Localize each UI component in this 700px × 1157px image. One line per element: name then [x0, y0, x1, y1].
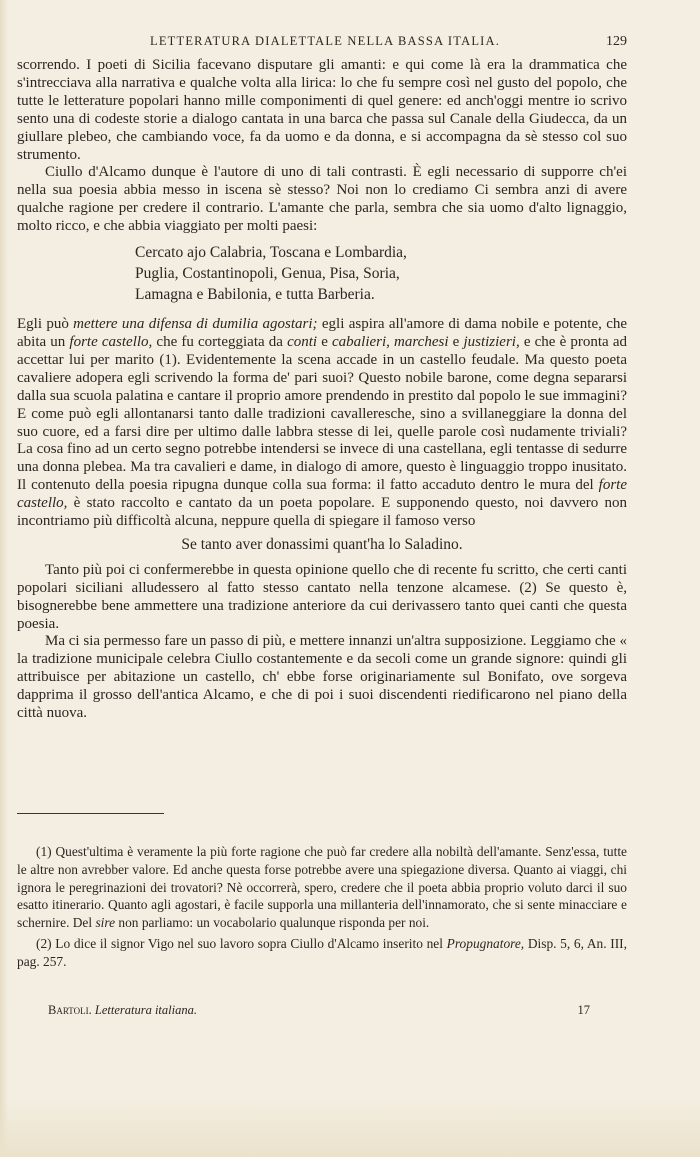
paragraph	[17, 57, 627, 164]
verse-line: Lamagna e Babilonia, e tutta Barberia.	[135, 286, 375, 304]
page-bottom-shadow	[0, 1097, 700, 1157]
signature-work: Letteratura italiana.	[94, 1003, 197, 1017]
italic-text: conti	[287, 333, 318, 350]
running-title: LETTERATURA DIALETTALE NELLA BASSA ITALIA.	[150, 34, 501, 48]
page-edge-shadow	[0, 0, 8, 1157]
text-run: che fu corteggiata da	[152, 333, 288, 350]
italic-text: cabalieri, marchesi	[332, 333, 449, 350]
footnote	[17, 843, 627, 932]
text-run: Tanto più poi ci confermerebbe in questa opinione quello che di recente fu scritto, che certi canti popolari siciliani alludessero al fatto stesso cantato nella tenzone alcamese. (2) Se questo è, bisognerebbe bene ammettere una tradizione anteriore da cui derivassero tanto quei canti che questa poesia.	[17, 561, 627, 632]
text-run: non parliamo: un vocabolario qualunque risponda per noi.	[115, 915, 430, 931]
footnote-rule	[17, 813, 164, 814]
text-run: Egli può	[17, 316, 74, 333]
italic-text: forte castello,	[69, 333, 153, 350]
text-run: (2) Lo dice il signor Vigo nel suo lavoro sopra Ciullo d'Alcamo inserito nel	[36, 935, 447, 951]
footnote	[17, 935, 627, 971]
footnotes	[17, 843, 627, 974]
text-run: e che è pronta ad accettar lui per marito (1). Evidentemente la scena accade in un castello feudale. Ma questo poeta cavaliere adopera egli scrivendo la forma de' pari suoi? Questo nobile barone, come degna separarsi dalla sua scuola palatina e cantare il proprio amore prendendo in prestito dal popolo le sue immagini? E come può egli allontanarsi tanto dalle tradizioni cavalleresche, sino a svillaneggiare la donna del suo cuore, ed a farsi dire per ultimo dalle labbra stesse di lei, quelle parole così nudamente triviali? La cosa fino ad un certo segno potrebbe intendersi se invece di una castellana, egli tentasse di sedurre una donna plebea. Ma tra cavalieri e dame, in dialogo di amore, questo è linguaggio troppo inusitato. Il contenuto della poesia ripugna dunque colla sua forma: il fatto accaduto dentro le mura del	[17, 333, 627, 494]
text-run: e	[448, 333, 464, 350]
running-head	[0, 34, 700, 56]
text-run: Disp. 5, 6, An. III, pag. 257.	[17, 935, 627, 969]
paragraph	[17, 633, 627, 723]
signature-sheet-number: 17	[577, 1003, 590, 1017]
paragraph	[17, 316, 627, 531]
text-run: è stato raccolto e cantato da un poeta popolare. E supponendo questo, noi davvero non incontriamo più difficoltà alcuna, neppure quella di spiegare il famoso verso	[17, 495, 627, 530]
verse-quotation	[135, 242, 627, 305]
text-run: egli aspira all'amore di dama nobile e potente, che abita un	[17, 316, 628, 350]
text-run: e	[317, 333, 333, 350]
paragraph	[17, 164, 627, 236]
famous-verse: Se tanto aver donassimi quant'ha lo Saladino.	[181, 535, 463, 553]
italic-text: forte castello,	[17, 477, 627, 512]
text-run: scorrendo. I poeti di Sicilia facevano disputare gli amanti: e qui come là era la drammatica che s'intrecciava alla narrativa e qualche volta alla lirica: lo che fu sempre così nel gusto del popolo, che tutte le letterature popolari hanno mille componimenti di quel genere: ed anch'oggi mentre io scrivo sento una di codeste storie a dialogo cantata in una barca che passa sul Canale della Giudecca, da un giullare plebeo, che cambiando voce, fa da uomo e da donna, e si accompagna da sè stesso col suo strumento.	[17, 57, 627, 163]
italic-text: mettere una difensa di dumilia agostari;	[73, 316, 318, 333]
paragraph	[17, 562, 627, 634]
verse-line: Puglia, Costantinopoli, Genua, Pisa, Soria,	[135, 265, 400, 283]
printer-signature: Bartoli. Letteratura italiana.	[48, 1003, 197, 1017]
text-run: Ma ci sia permesso fare un passo di più, e mettere innanzi un'altra supposizione. Leggiamo che « la tradizione municipale celebra Ciullo costantemente e da secoli come un grande signore: quindi gli attribuisce per abitazione un castello, ch' ebbe forse originariamente sul Bonifato, ove sorgeva dapprima il grosso dell'antica Alcamo, e che di poi i suoi discendenti riedificarono nel piano della città nuova.	[17, 633, 627, 722]
italic-text: sire	[95, 915, 116, 931]
italic-text: justizieri,	[463, 333, 520, 350]
signature-author: Bartoli	[48, 1003, 89, 1017]
text-run: (1) Quest'ultima è veramente la più forte ragione che può far credere alla nobiltà dell'amante. Senz'essa, tutte le altre non avrebber valore. Ed anche questa forse potrebbe avere una spiegazione diversa. Quanto ai viaggi, chi ignora le peregrinazioni dei trovatori? Nè occorrerà, spero, credere che il poeta abbia proprio voluto darci il suo esatto itinerario. Quanto agli agostari, è facile supporla una millanteria dell'innamorato, che si sente minacciare e schernire. Del	[17, 844, 627, 931]
main-text	[17, 57, 627, 723]
text-run: Ciullo d'Alcamo dunque è l'autore di uno di tali contrasti. È egli necessario di supporre ch'ei nella sua poesia abbia messo in iscena sè stesso? Noi non lo crediamo Ci sembra anzi di avere qualche ragione per credere il contrario. L'amante che parla, sembra che sia uomo d'alto lignaggio, molto ricco, e che abbia viaggiato per molti paesi:	[17, 164, 627, 235]
italic-text: Propugnatore,	[446, 935, 525, 951]
verse-line: Cercato ajo Calabria, Toscana e Lombardia,	[135, 244, 407, 262]
page-number: 129	[606, 34, 627, 49]
